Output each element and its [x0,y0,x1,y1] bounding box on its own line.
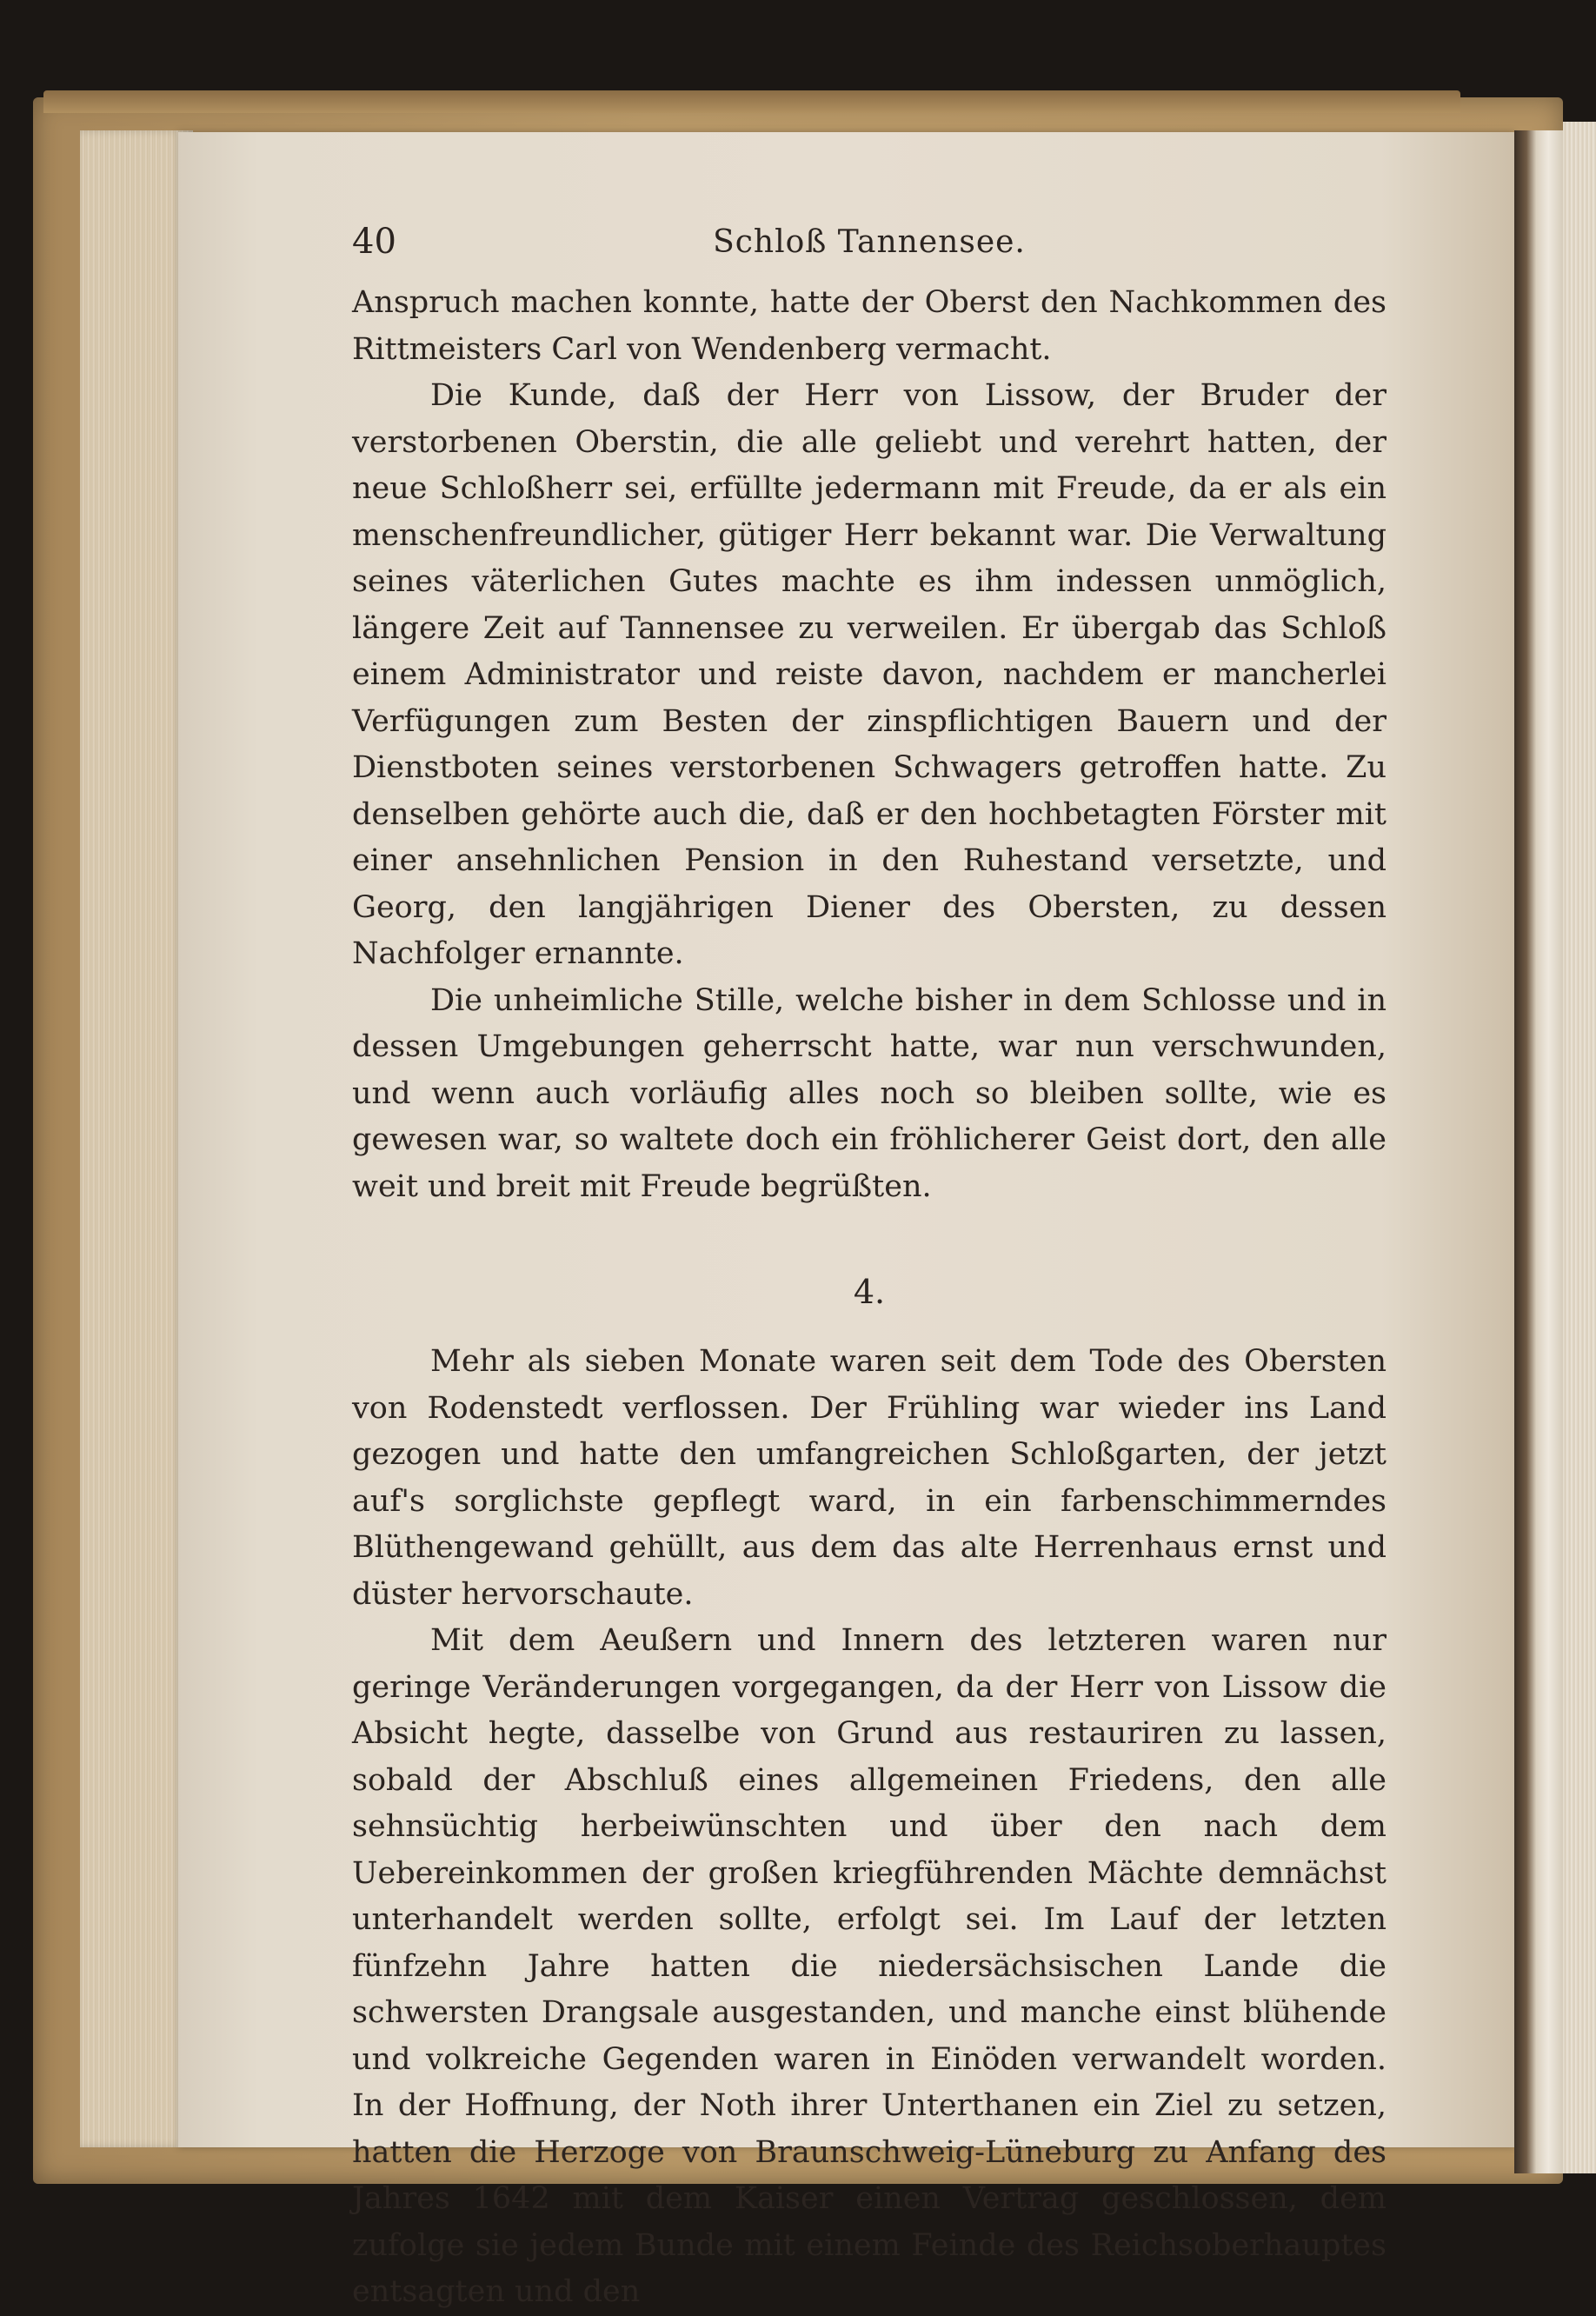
paragraph: Anspruch machen konnte, hatte der Oberst den Nachkommen des Rittmeisters Carl von Wendenberg vermacht. [352,285,1387,367]
running-title: Schloß Tannensee. [713,224,1026,260]
paragraph: Mehr als sieben Monate waren seit dem Tode des Obersten von Rodenstedt verflossen. Der Frühling war wieder ins Land gezogen und hatte den umfangreichen Schloßgarten, der jetzt auf's sorglichste gepflegt ward, in ein farbenschimmerndes Blüthengewand gehüllt, aus dem das alte Herrenhaus ernst und düster hervorschaute. [352,1344,1387,1612]
book-cover-top-edge [43,90,1460,113]
section-heading: 4. [853,1273,886,1311]
paragraph: Die Kunde, daß der Herr von Lissow, der Bruder der verstorbenen Oberstin, die alle geliebt und verehrt hatten, der neue Schloßherr sei, erfüllte jedermann mit Freude, da er als ein menschenfreundlicher, gütiger Herr bekannt war. Die Verwaltung seines väterlichen Gutes machte es ihm indessen unmöglich, längere Zeit auf Tannensee zu verweilen. Er übergab das Schloß einem Administrator und reiste davon, nachdem er mancherlei Verfügungen zum Besten der zinspflichtigen Bauern und der Dienstboten seines verstorbenen Schwagers getroffen hatte. Zu denselben gehörte auch die, daß er den hochbetagten Förster mit einer ansehnlichen Pension in den Ruhestand versetzte, und Georg, den langjährigen Diener des Obersten, zu dessen Nachfolger ernannte. [352,378,1387,971]
paragraph: Mit dem Aeußern und Innern des letzteren waren nur geringe Veränderungen vorgegangen, da der Herr von Lissow die Absicht hegte, dasselbe von Grund aus restauriren zu lassen, sobald der Abschluß eines allgemeinen Friedens, den alle sehnsüchtig herbeiwünschten und über den nach dem Uebereinkommen der großen kriegführenden Mächte demnächst unterhandelt werden sollte, erfolgt sei. Im Lauf der letzten fünfzehn Jahre hatten die niedersächsischen Lande die schwersten Drangsale ausgestanden, und manche einst blühende und volkreiche Gegenden waren in Einöden verwandelt worden. In der Hoffnung, der Noth ihrer Unterthanen ein Ziel zu setzen, hatten die Herzoge von Braunschweig-Lüneburg zu Anfang des Jahres 1642 mit dem Kaiser einen Vertrag geschlossen, dem zufolge sie jedem Bunde mit einem Feinde des Reichsoberhauptes entsagten und den [352,1623,1387,2309]
page-text [352,217,1387,2316]
page-edges-right [1563,122,1596,2173]
page-header [352,217,1387,270]
book-gutter [1514,130,1563,2173]
page-edges-left [80,130,193,2147]
paragraph: Die unheimliche Stille, welche bisher in dem Schlosse und in dessen Umgebungen geherrscht hatte, war nun verschwunden, und wenn auch vorläufig alles noch so bleiben sollte, wie es gewesen war, so waltete doch ein fröhlicherer Geist dort, den alle weit und breit mit Freude begrüßten. [352,982,1387,1204]
page-number: 40 [352,222,396,262]
